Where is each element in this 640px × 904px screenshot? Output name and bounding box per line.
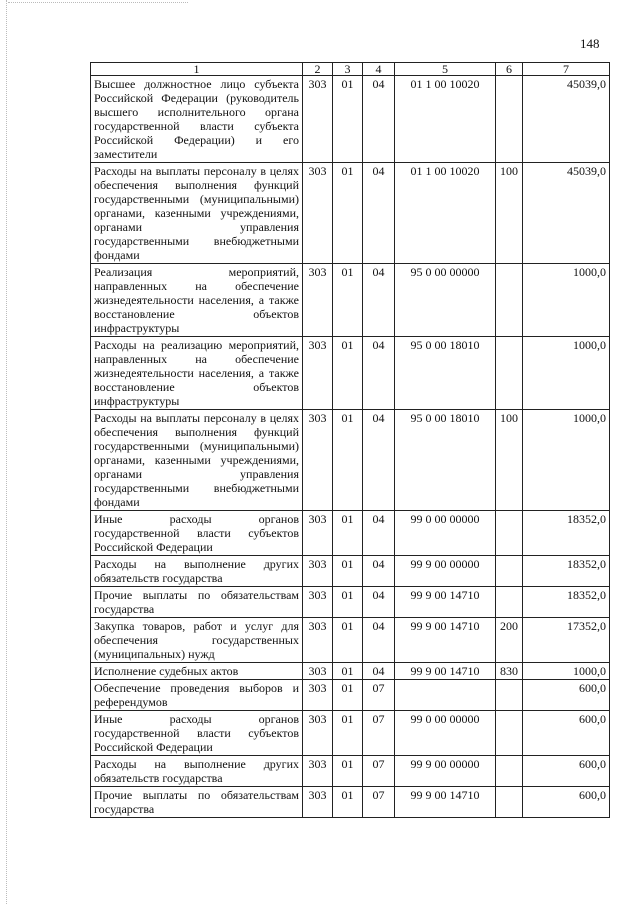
cell-col-6	[496, 337, 523, 410]
cell-col-6	[496, 711, 523, 756]
budget-table	[90, 62, 610, 818]
cell-col-3: 01	[333, 556, 363, 587]
cell-col-3: 01	[333, 680, 363, 711]
cell-col-7: 1000,0	[523, 264, 610, 337]
table-row	[91, 76, 610, 163]
cell-col-6	[496, 680, 523, 711]
cell-col-2: 303	[303, 787, 333, 818]
cell-col-2: 303	[303, 680, 333, 711]
cell-col-2: 303	[303, 410, 333, 511]
table-row	[91, 618, 610, 663]
cell-col-4: 04	[363, 163, 395, 264]
cell-col-4: 04	[363, 337, 395, 410]
cell-col-4: 04	[363, 556, 395, 587]
cell-col-5: 95 0 00 00000	[395, 264, 496, 337]
header-col-6: 6	[496, 63, 523, 76]
cell-col-2: 303	[303, 163, 333, 264]
cell-name: Прочие выплаты по обязательствам государства	[91, 787, 303, 818]
page-number: 148	[580, 36, 600, 51]
cell-col-4: 07	[363, 756, 395, 787]
cell-col-4: 04	[363, 618, 395, 663]
cell-name: Расходы на выплаты персоналу в целях обеспечения выполнения функций государственными (муниципальными) органами, казенными учреждениями, органами управления государственными внебюджетными фондами	[91, 163, 303, 264]
cell-col-4: 04	[363, 410, 395, 511]
cell-name: Закупка товаров, работ и услуг для обеспечения государственных (муниципальных) нужд	[91, 618, 303, 663]
cell-col-6	[496, 76, 523, 163]
cell-col-3: 01	[333, 663, 363, 680]
cell-col-5: 95 0 00 18010	[395, 337, 496, 410]
cell-col-2: 303	[303, 264, 333, 337]
table-header-row	[91, 63, 610, 76]
table-row	[91, 787, 610, 818]
table-row	[91, 663, 610, 680]
cell-col-7: 1000,0	[523, 663, 610, 680]
cell-col-3: 01	[333, 756, 363, 787]
header-col-1: 1	[91, 63, 303, 76]
table-row	[91, 711, 610, 756]
cell-col-3: 01	[333, 337, 363, 410]
cell-col-4: 04	[363, 76, 395, 163]
table-row	[91, 163, 610, 264]
cell-name: Высшее должностное лицо субъекта Российской Федерации (руководитель высшего исполнительного органа государственной власти субъекта Российской Федерации) и его заместители	[91, 76, 303, 163]
cell-col-2: 303	[303, 511, 333, 556]
cell-col-7: 18352,0	[523, 587, 610, 618]
cell-col-3: 01	[333, 618, 363, 663]
cell-col-2: 303	[303, 556, 333, 587]
table-row	[91, 556, 610, 587]
cell-col-6	[496, 756, 523, 787]
cell-col-7: 17352,0	[523, 618, 610, 663]
cell-col-3: 01	[333, 163, 363, 264]
cell-col-4: 04	[363, 663, 395, 680]
cell-col-7: 1000,0	[523, 410, 610, 511]
cell-col-2: 303	[303, 76, 333, 163]
header-col-3: 3	[333, 63, 363, 76]
cell-col-4: 07	[363, 680, 395, 711]
cell-col-5: 99 9 00 00000	[395, 756, 496, 787]
cell-col-3: 01	[333, 264, 363, 337]
cell-name: Расходы на выплаты персоналу в целях обеспечения выполнения функций государственными (муниципальными) органами, казенными учреждениями, органами управления государственными внебюджетными фондами	[91, 410, 303, 511]
cell-col-4: 07	[363, 711, 395, 756]
cell-col-6	[496, 587, 523, 618]
table-row	[91, 410, 610, 511]
table-row	[91, 337, 610, 410]
table-row	[91, 587, 610, 618]
cell-col-7: 600,0	[523, 680, 610, 711]
cell-name: Расходы на выполнение других обязательств государства	[91, 756, 303, 787]
cell-col-6	[496, 264, 523, 337]
cell-name: Иные расходы органов государственной власти субъектов Российской Федерации	[91, 711, 303, 756]
cell-col-2: 303	[303, 337, 333, 410]
cell-col-5: 99 9 00 14710	[395, 618, 496, 663]
cell-col-4: 04	[363, 264, 395, 337]
cell-col-7: 1000,0	[523, 337, 610, 410]
cell-col-5	[395, 680, 496, 711]
cell-name: Реализация мероприятий, направленных на обеспечение жизнедеятельности населения, а также восстановление объектов инфраструктуры	[91, 264, 303, 337]
cell-name: Расходы на выполнение других обязательств государства	[91, 556, 303, 587]
cell-col-3: 01	[333, 76, 363, 163]
cell-col-6	[496, 556, 523, 587]
cell-name: Обеспечение проведения выборов и референдумов	[91, 680, 303, 711]
cell-col-7: 18352,0	[523, 556, 610, 587]
scan-edge-line	[6, 0, 7, 904]
header-col-7: 7	[523, 63, 610, 76]
scan-top-line	[8, 2, 188, 3]
cell-col-3: 01	[333, 587, 363, 618]
cell-col-5: 01 1 00 10020	[395, 76, 496, 163]
cell-col-4: 04	[363, 587, 395, 618]
cell-col-3: 01	[333, 511, 363, 556]
cell-col-5: 99 9 00 14710	[395, 663, 496, 680]
cell-col-7: 45039,0	[523, 163, 610, 264]
cell-col-2: 303	[303, 756, 333, 787]
header-col-5: 5	[395, 63, 496, 76]
cell-col-5: 99 9 00 00000	[395, 556, 496, 587]
cell-col-5: 99 9 00 14710	[395, 787, 496, 818]
cell-col-2: 303	[303, 711, 333, 756]
header-col-4: 4	[363, 63, 395, 76]
cell-col-6: 200	[496, 618, 523, 663]
cell-col-3: 01	[333, 410, 363, 511]
cell-col-6	[496, 511, 523, 556]
cell-col-5: 99 9 00 14710	[395, 587, 496, 618]
cell-col-5: 01 1 00 10020	[395, 163, 496, 264]
cell-col-5: 99 0 00 00000	[395, 511, 496, 556]
cell-col-6	[496, 787, 523, 818]
cell-col-7: 18352,0	[523, 511, 610, 556]
cell-name: Иные расходы органов государственной власти субъектов Российской Федерации	[91, 511, 303, 556]
cell-col-7: 45039,0	[523, 76, 610, 163]
table-row	[91, 511, 610, 556]
cell-col-5: 99 0 00 00000	[395, 711, 496, 756]
cell-col-7: 600,0	[523, 787, 610, 818]
table-row	[91, 756, 610, 787]
cell-col-6: 100	[496, 163, 523, 264]
cell-name: Исполнение судебных актов	[91, 663, 303, 680]
cell-name: Прочие выплаты по обязательствам государства	[91, 587, 303, 618]
cell-col-4: 04	[363, 511, 395, 556]
cell-col-2: 303	[303, 663, 333, 680]
table-row	[91, 264, 610, 337]
cell-col-2: 303	[303, 618, 333, 663]
cell-col-6: 830	[496, 663, 523, 680]
cell-col-4: 07	[363, 787, 395, 818]
cell-col-7: 600,0	[523, 756, 610, 787]
cell-col-2: 303	[303, 587, 333, 618]
header-col-2: 2	[303, 63, 333, 76]
table-row	[91, 680, 610, 711]
cell-name: Расходы на реализацию мероприятий, направленных на обеспечение жизнедеятельности населения, а также восстановление объектов инфраструктуры	[91, 337, 303, 410]
cell-col-6: 100	[496, 410, 523, 511]
cell-col-3: 01	[333, 787, 363, 818]
cell-col-3: 01	[333, 711, 363, 756]
cell-col-5: 95 0 00 18010	[395, 410, 496, 511]
cell-col-7: 600,0	[523, 711, 610, 756]
